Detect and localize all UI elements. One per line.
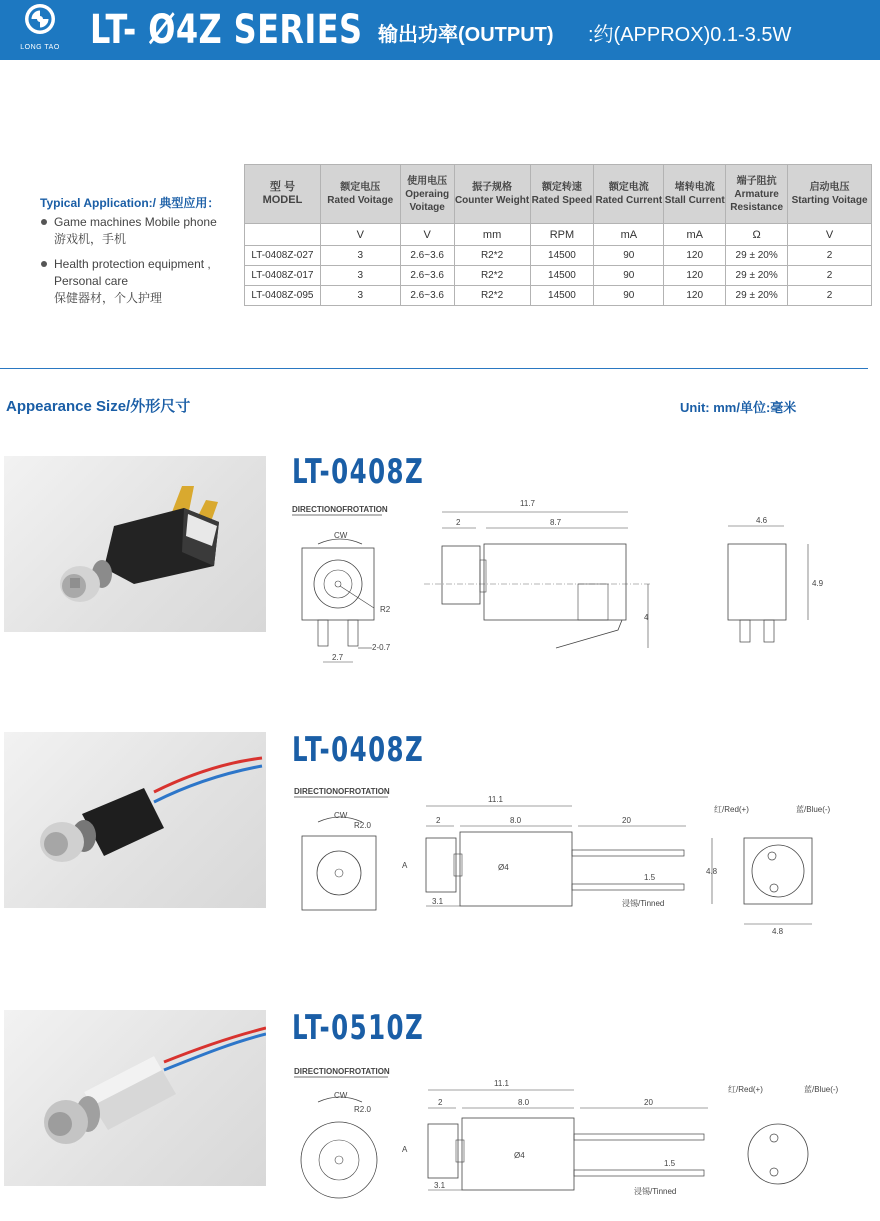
dimension-text: 2 xyxy=(456,518,461,527)
table-cell: RPM xyxy=(530,224,594,246)
output-label: 输出功率(OUTPUT) xyxy=(378,24,554,46)
application-item xyxy=(40,214,240,248)
table-cell: 2.6~3.6 xyxy=(400,246,454,266)
table-cell: V xyxy=(400,224,454,246)
blue-wire-label: 蓝/Blue(-) xyxy=(804,1085,839,1094)
section-divider xyxy=(0,368,868,369)
dimension-text: 4.8 xyxy=(772,927,784,936)
cw-label: CW xyxy=(334,531,348,540)
column-header-stall-current: 堵转电流 Stall Current xyxy=(664,165,726,224)
table-cell: LT-0408Z-017 xyxy=(245,266,321,286)
model-title-1: LT-0408Z xyxy=(292,452,425,492)
technical-drawing-1 xyxy=(288,500,868,670)
technical-drawing-3 xyxy=(288,1062,868,1212)
technical-drawing-2 xyxy=(288,782,868,942)
table-cell: V xyxy=(320,224,400,246)
radius-label: R2.0 xyxy=(354,1105,371,1114)
table-cell: R2*2 xyxy=(454,266,530,286)
dimension-text: 8.7 xyxy=(550,518,562,527)
table-cell: 90 xyxy=(594,266,664,286)
dimension-text: 20 xyxy=(622,816,631,825)
output-value: :约(APPROX)0.1-3.5W xyxy=(588,24,792,46)
dimension-text: 3.1 xyxy=(434,1181,446,1190)
table-cell: 120 xyxy=(664,266,726,286)
application-list xyxy=(40,214,240,315)
bullet-icon xyxy=(41,219,47,225)
dimension-text: 11.1 xyxy=(488,795,503,804)
table-cell: 2.6~3.6 xyxy=(400,266,454,286)
header-banner xyxy=(0,0,880,60)
column-header-operating-voltage: 使用电压 Operaing Voitage xyxy=(400,165,454,224)
direction-label: DIRECTIONOFROTATION xyxy=(294,787,390,796)
unit-label: Unit: mm/单位:毫米 xyxy=(680,400,797,415)
table-cell: 29 ± 20% xyxy=(726,266,788,286)
red-wire-label: 红/Red(+) xyxy=(714,805,749,814)
table-cell: LT-0408Z-027 xyxy=(245,246,321,266)
dimension-text: 20 xyxy=(644,1098,653,1107)
column-header-counter-weight: 振子规格 Counter Weight xyxy=(454,165,530,224)
dimension-text: 2 xyxy=(436,816,441,825)
product-photo-3 xyxy=(4,1010,266,1186)
bullet-icon xyxy=(41,261,47,267)
motor-image-1 xyxy=(4,456,266,632)
dimension-text: 4.8 xyxy=(706,867,718,876)
dimension-text: 11.7 xyxy=(520,499,535,508)
red-wire-label: 红/Red(+) xyxy=(728,1085,763,1094)
application-item-cn: 保健器材，个人护理 xyxy=(54,291,163,305)
dimension-text: 1.5 xyxy=(664,1159,676,1168)
dimension-text: 4.6 xyxy=(756,516,768,525)
company-logo xyxy=(12,4,68,56)
dimension-text: 2.7 xyxy=(332,653,344,662)
product-photo-1 xyxy=(4,456,266,632)
cw-label: CW xyxy=(334,811,348,820)
table-row xyxy=(245,246,872,266)
dimension-text: 3.1 xyxy=(432,897,444,906)
table-cell: V xyxy=(788,224,872,246)
table-cell: R2*2 xyxy=(454,246,530,266)
table-cell: 29 ± 20% xyxy=(726,286,788,306)
table-units-row xyxy=(245,224,872,246)
radius-label: R2 xyxy=(380,605,391,614)
table-cell: 29 ± 20% xyxy=(726,246,788,266)
table-cell: 3 xyxy=(320,286,400,306)
dimension-text: 2-0.7 xyxy=(372,643,391,652)
tinned-label: 浸锡/Tinned xyxy=(634,1187,677,1196)
spec-table xyxy=(244,164,872,306)
motor-image-3 xyxy=(4,1010,266,1186)
table-header-row xyxy=(245,165,872,224)
dimension-text: Ø4 xyxy=(498,863,509,872)
table-cell: 120 xyxy=(664,246,726,266)
dimension-text: 2 xyxy=(438,1098,443,1107)
table-cell: 3 xyxy=(320,266,400,286)
table-cell: 14500 xyxy=(530,246,594,266)
table-cell: 2 xyxy=(788,246,872,266)
table-cell: 2 xyxy=(788,266,872,286)
marker-a: A xyxy=(402,1145,408,1154)
table-cell xyxy=(245,224,321,246)
table-cell: LT-0408Z-095 xyxy=(245,286,321,306)
radius-label: R2.0 xyxy=(354,821,371,830)
tinned-label: 浸锡/Tinned xyxy=(622,899,665,908)
dimension-text: 1.5 xyxy=(644,873,656,882)
table-row xyxy=(245,266,872,286)
dimension-text: Ø4 xyxy=(514,1151,525,1160)
column-header-starting-voltage: 启动电压 Starting Voitage xyxy=(788,165,872,224)
cw-label: CW xyxy=(334,1091,348,1100)
column-header-armature-resistance: 端子阻抗 Armature Resistance xyxy=(726,165,788,224)
application-item-en: Health protection equipment , Personal care xyxy=(54,257,211,288)
motor-image-2 xyxy=(4,732,266,908)
blue-wire-label: 蓝/Blue(-) xyxy=(796,805,831,814)
direction-label: DIRECTIONOFROTATION xyxy=(292,505,388,514)
column-header-rated-voltage: 额定电压 Rated Voitage xyxy=(320,165,400,224)
table-cell: R2*2 xyxy=(454,286,530,306)
table-cell: 2 xyxy=(788,286,872,306)
table-row xyxy=(245,286,872,306)
dimension-text: 8.0 xyxy=(518,1098,530,1107)
table-cell: mA xyxy=(594,224,664,246)
table-cell: 120 xyxy=(664,286,726,306)
table-cell: 3 xyxy=(320,246,400,266)
appearance-title: Appearance Size/外形尺寸 xyxy=(6,398,191,415)
marker-a: A xyxy=(402,861,408,870)
dimension-text: 11.1 xyxy=(494,1079,509,1088)
dimension-text: 4.9 xyxy=(812,579,824,588)
logo-emblem-icon xyxy=(25,4,55,34)
table-cell: mA xyxy=(664,224,726,246)
column-header-rated-speed: 额定转速 Rated Speed xyxy=(530,165,594,224)
table-cell: 90 xyxy=(594,246,664,266)
model-title-2: LT-0408Z xyxy=(292,730,425,770)
application-item-en: Game machines Mobile phone xyxy=(54,215,217,229)
application-item-cn: 游戏机，手机 xyxy=(54,232,127,246)
table-cell: 14500 xyxy=(530,266,594,286)
column-header-model: 型 号 MODEL xyxy=(245,165,321,224)
application-title: Typical Application:/ 典型应用： xyxy=(40,196,220,210)
logo-text: LONG TAO xyxy=(20,44,60,51)
table-cell: 14500 xyxy=(530,286,594,306)
table-cell: mm xyxy=(454,224,530,246)
application-item xyxy=(40,256,240,307)
table-cell: 2.6~3.6 xyxy=(400,286,454,306)
table-cell: Ω xyxy=(726,224,788,246)
dimension-text: 8.0 xyxy=(510,816,522,825)
dimension-text: 4 xyxy=(644,613,649,622)
product-photo-2 xyxy=(4,732,266,908)
series-title: LT- Ø4Z SERIES xyxy=(90,7,363,53)
table-cell: 90 xyxy=(594,286,664,306)
column-header-rated-current: 额定电流 Rated Current xyxy=(594,165,664,224)
model-title-3: LT-0510Z xyxy=(292,1008,425,1048)
direction-label: DIRECTIONOFROTATION xyxy=(294,1067,390,1076)
